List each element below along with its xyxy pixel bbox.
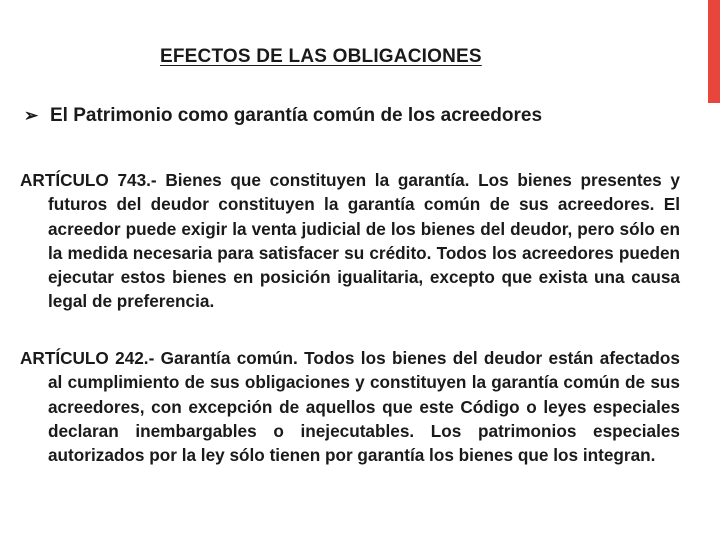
article-242-paragraph: ARTÍCULO 242.- Garantía común. Todos los bienes del deudor están afectados al cumplimiento de sus obligaciones y constituyen la garantía común de sus acreedores, con excepción de aquellos que este Código o leyes especiales declaran inembargables o inejecutables. Los patrimonios especiales autorizados por la ley sólo tienen por garantía los bienes que los integran.	[20, 348, 680, 466]
article-743-paragraph: ARTÍCULO 743.- Bienes que constituyen la garantía. Los bienes presentes y futuros del deudor constituyen la garantía común de sus acreedores. El acreedor puede exigir la venta judicial de los bienes del deudor, pero sólo en la medida necesaria para satisfacer su crédito. Todos los acreedores pueden ejecutar estos bienes en posición igualitaria, excepto que exista una causa legal de preferencia.	[20, 170, 680, 312]
bullet-point	[24, 104, 584, 128]
arrow-bullet-icon: ➢	[24, 106, 39, 125]
slide-title: EFECTOS DE LAS OBLIGACIONES	[160, 46, 482, 67]
accent-bar	[708, 0, 720, 103]
bullet-text: El Patrimonio como garantía común de los acreedores	[50, 105, 543, 126]
